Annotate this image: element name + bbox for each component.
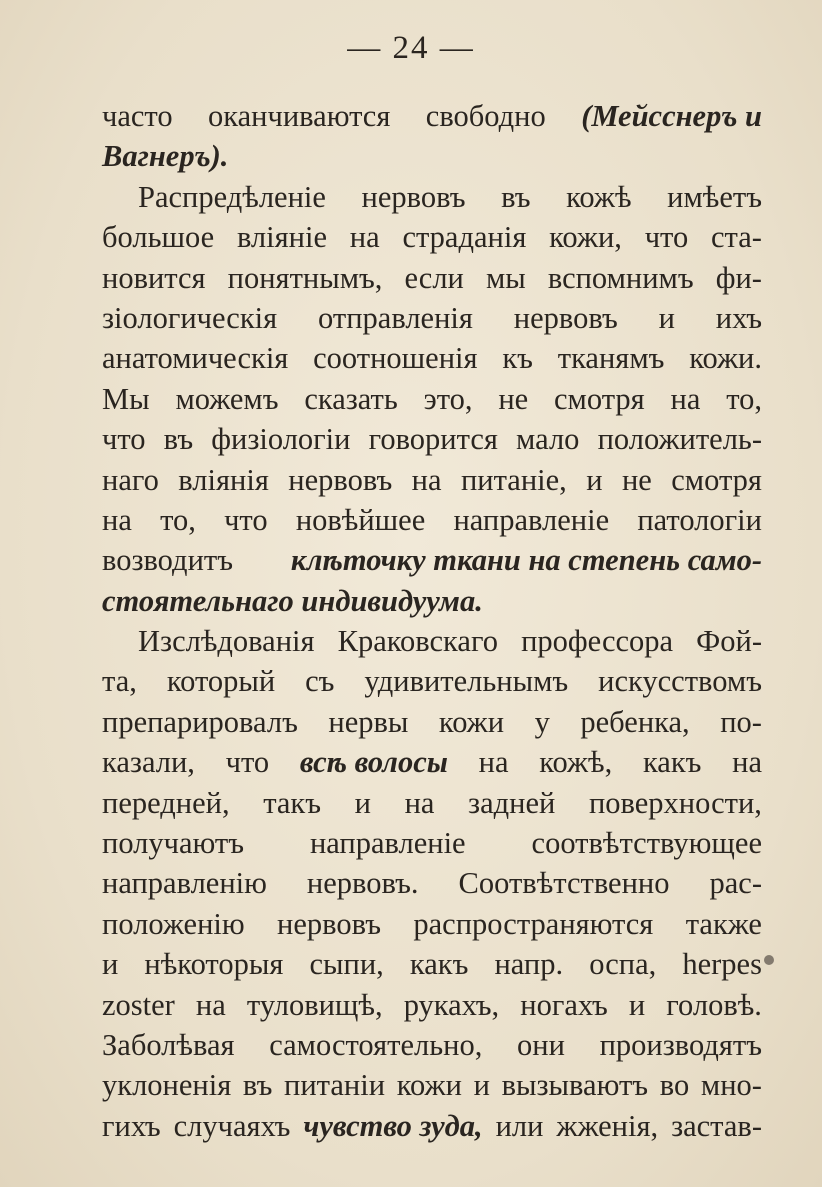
ink-spot	[764, 955, 774, 965]
word: и	[102, 947, 119, 982]
word: сказать	[304, 381, 398, 416]
word: питаніи	[284, 1068, 386, 1103]
text-line	[102, 985, 762, 1025]
word: который	[166, 664, 276, 699]
word: распространяются	[413, 906, 654, 941]
word: оканчиваются	[208, 99, 391, 133]
word: къ	[502, 341, 533, 376]
word: на	[478, 745, 509, 780]
word: уклоненія	[102, 1068, 232, 1103]
word: кожи	[438, 704, 505, 739]
word: имѣетъ	[667, 179, 762, 214]
word: клѣточку ткани на степень само-	[290, 543, 762, 578]
word: ребенка,	[580, 704, 690, 739]
word: вспомнимъ	[547, 260, 694, 295]
text-line	[102, 419, 762, 459]
word: мало	[516, 422, 580, 457]
word: искусствомъ	[598, 664, 762, 699]
text-line	[102, 1065, 762, 1105]
text-line	[102, 96, 762, 136]
word: что	[644, 220, 689, 255]
word: фи-	[715, 260, 762, 295]
word: на	[670, 381, 701, 416]
word: поверхности,	[588, 785, 762, 820]
text-line	[102, 258, 762, 298]
text-line	[102, 944, 762, 984]
word: zoster	[102, 987, 175, 1022]
word: направленіе	[453, 502, 610, 537]
word: головѣ.	[666, 987, 762, 1022]
text-line	[102, 1025, 762, 1065]
word: какъ	[409, 947, 469, 982]
word: или	[495, 1108, 544, 1143]
word: Распредѣленіе	[138, 179, 326, 214]
word: большое	[102, 220, 215, 255]
word: гихъ	[102, 1108, 161, 1143]
word: направленію	[102, 866, 267, 901]
word: патологіи	[637, 502, 762, 537]
word: Заболѣвая	[102, 1027, 235, 1062]
text-line	[102, 460, 762, 500]
word: съ	[305, 664, 335, 699]
text-line	[102, 783, 762, 823]
text-line	[102, 338, 762, 378]
word: во	[659, 1068, 690, 1103]
text-line	[102, 540, 762, 580]
word: на	[404, 785, 435, 820]
word: Соотвѣтственно	[458, 866, 670, 901]
word: рас-	[709, 866, 762, 901]
word: (Мейсснеръ и	[581, 99, 762, 133]
word: случаяхъ	[173, 1108, 291, 1143]
word: на	[195, 987, 226, 1022]
word: въ	[501, 179, 531, 214]
word: та,	[102, 664, 137, 699]
word: Вагнеръ).	[102, 139, 229, 174]
text-line	[102, 379, 762, 419]
word: положитель-	[597, 422, 762, 457]
word: питаніе,	[460, 462, 567, 497]
word: на	[102, 502, 132, 537]
word: кожи,	[549, 220, 622, 255]
word: тканямъ	[557, 341, 665, 376]
word: также	[685, 906, 762, 941]
word: нервовъ	[277, 906, 382, 941]
word: нервы	[328, 704, 409, 739]
word: они	[517, 1027, 565, 1062]
word: направленіе	[309, 826, 466, 861]
word: не	[621, 462, 652, 497]
word: профессора	[521, 624, 674, 659]
text-line	[102, 621, 762, 661]
word: то,	[160, 502, 196, 537]
word: нервовъ	[288, 462, 393, 497]
word: можемъ	[175, 381, 279, 416]
word: зіологическія	[102, 300, 278, 335]
text-line	[102, 217, 762, 257]
word: что	[224, 502, 268, 537]
word: въ	[163, 422, 194, 457]
word: соотношенія	[313, 341, 478, 376]
text-line	[102, 863, 762, 903]
word: ногахъ	[520, 987, 608, 1022]
word: кожи	[396, 1068, 462, 1103]
word: Краковскаго	[337, 624, 498, 659]
word: не	[498, 381, 529, 416]
word: по-	[720, 704, 762, 739]
word: чувство зуда,	[303, 1108, 483, 1143]
word: на	[411, 462, 442, 497]
word: мно-	[700, 1068, 762, 1103]
word: у	[534, 704, 550, 739]
word: на	[732, 745, 762, 780]
word: напр.	[494, 947, 564, 982]
word: что	[225, 745, 270, 780]
word: Мы	[102, 381, 150, 416]
word: физіологіи	[211, 422, 351, 457]
text-line	[102, 136, 762, 176]
word: казали,	[102, 745, 195, 780]
word: Фой-	[696, 624, 762, 659]
body-text	[102, 96, 762, 1146]
word: соотвѣтствующее	[531, 826, 762, 861]
word: отправленія	[318, 300, 473, 335]
word: вызываютъ	[501, 1068, 649, 1103]
text-line	[102, 177, 762, 217]
word: вліяніе	[236, 220, 327, 255]
word: часто	[102, 99, 173, 133]
text-line	[102, 742, 762, 782]
word: такъ	[263, 785, 322, 820]
word: ста-	[711, 220, 762, 255]
word: новѣйшее	[295, 502, 426, 537]
word: анатомическія	[102, 341, 289, 376]
word: мы	[485, 260, 526, 295]
word: и	[354, 785, 371, 820]
word: туловищѣ,	[246, 987, 383, 1022]
word: передней,	[102, 785, 230, 820]
word: стоятельнаго индивидуума.	[102, 583, 483, 618]
word: и	[628, 987, 646, 1022]
page-number: — 24 —	[347, 30, 475, 66]
word: задней	[468, 785, 556, 820]
word: и	[658, 300, 675, 335]
word: въ	[242, 1068, 273, 1103]
word: ихъ	[715, 300, 762, 335]
word: рукахъ,	[403, 987, 500, 1022]
word: вліянія	[178, 462, 269, 497]
word: Изслѣдованія	[138, 624, 315, 659]
text-line	[102, 298, 762, 338]
word: наго	[102, 462, 159, 497]
word: если	[404, 260, 464, 295]
word: нервовъ	[513, 300, 618, 335]
word: производятъ	[599, 1027, 762, 1062]
word: кожѣ,	[539, 745, 613, 780]
word: говорится	[368, 422, 498, 457]
word: положенію	[102, 906, 245, 941]
word: что	[102, 422, 146, 457]
word: смотря	[554, 381, 645, 416]
word: и	[473, 1068, 490, 1103]
word: кожѣ	[566, 179, 632, 214]
word: это,	[423, 381, 473, 416]
word: самостоятельно,	[269, 1027, 483, 1062]
word: нервовъ	[361, 179, 466, 214]
word: получаютъ	[102, 826, 245, 861]
text-line	[102, 823, 762, 863]
word: застав-	[671, 1108, 762, 1143]
word: препарировалъ	[102, 704, 298, 739]
word: какъ	[642, 745, 702, 780]
word: и	[586, 462, 603, 497]
word: на	[349, 220, 380, 255]
text-line	[102, 661, 762, 701]
word: сыпи,	[309, 947, 384, 982]
word: смотря	[671, 462, 762, 497]
word: удивительнымъ	[364, 664, 569, 699]
word: herpes	[682, 947, 762, 982]
text-line	[102, 904, 762, 944]
word: то,	[726, 381, 762, 416]
word: возводитъ	[102, 543, 233, 578]
word: страданія	[402, 220, 527, 255]
text-line	[102, 1106, 762, 1146]
word: новится	[102, 260, 206, 295]
text-line	[102, 702, 762, 742]
word: всѣ волосы	[299, 745, 448, 780]
text-line	[102, 500, 762, 540]
word: нервовъ.	[306, 866, 419, 901]
word: понятнымъ,	[227, 260, 383, 295]
word: оспа,	[589, 947, 657, 982]
word: жженія,	[556, 1108, 659, 1143]
word: свободно	[425, 99, 546, 133]
text-line	[102, 581, 762, 621]
word: нѣкоторыя	[144, 947, 284, 982]
word: кожи.	[689, 341, 762, 376]
